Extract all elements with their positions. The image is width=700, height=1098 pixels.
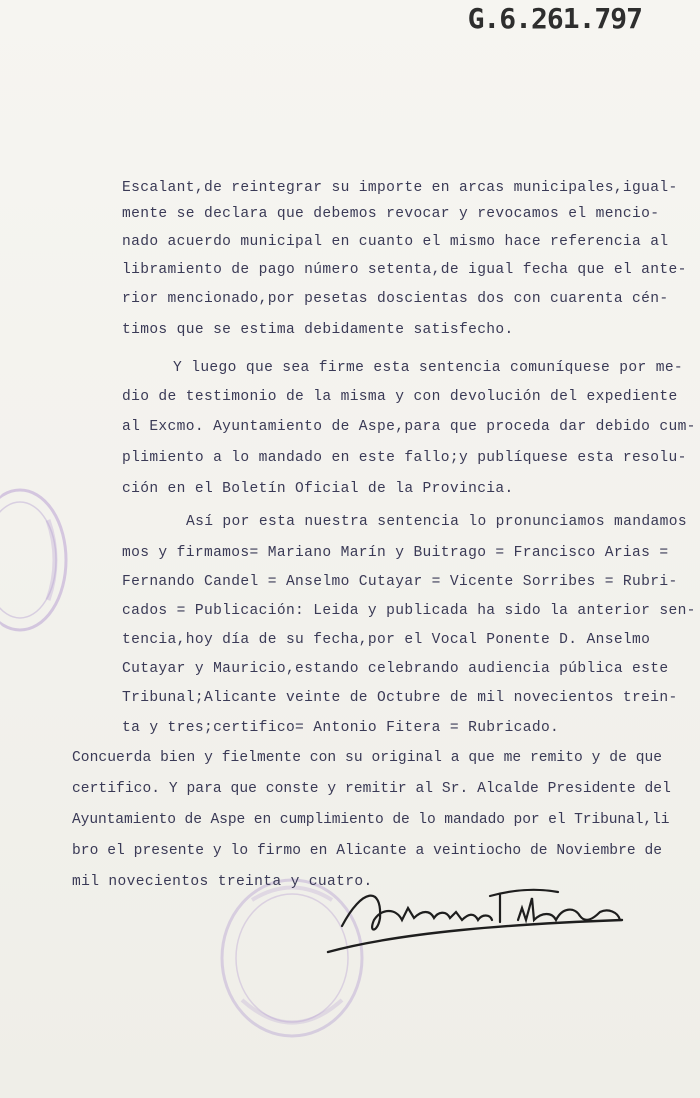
body-line: dio de testimonio de la misma y con devolución del expediente	[122, 389, 678, 405]
body-line: plimiento a lo mandado en este fallo;y publíquese esta resolu-	[122, 450, 687, 466]
body-line: cados = Publicación: Leida y publicada ha sido la anterior sen-	[122, 603, 696, 619]
body-line: al Excmo. Ayuntamiento de Aspe,para que proceda dar debido cum-	[122, 419, 696, 435]
body-line: nado acuerdo municipal en cuanto el mismo hace referencia al	[122, 234, 669, 250]
body-line: mil novecientos treinta y cuatro.	[72, 874, 373, 890]
body-line: Escalant,de reintegrar su importe en arcas municipales,igual-	[122, 180, 678, 196]
body-line: ta y tres;certifico= Antonio Fitera = Rubricado.	[122, 720, 560, 736]
serial-number: G.6.261.797	[467, 2, 642, 35]
body-line: rior mencionado,por pesetas doscientas dos con cuarenta cén-	[122, 291, 669, 307]
body-line: mos y firmamos= Mariano Marín y Buitrago = Francisco Arias =	[122, 545, 669, 561]
body-line: Tribunal;Alicante veinte de Octubre de mil novecientos trein-	[122, 690, 678, 706]
handwritten-signature	[322, 868, 642, 968]
left-seal-stamp	[0, 480, 88, 640]
body-line: ción en el Boletín Oficial de la Provincia.	[122, 481, 514, 497]
body-line: libramiento de pago número setenta,de igual fecha que el ante-	[122, 262, 687, 278]
body-line: Cutayar y Mauricio,estando celebrando audiencia pública este	[122, 661, 669, 677]
body-line: Fernando Candel = Anselmo Cutayar = Vicente Sorribes = Rubri-	[122, 574, 678, 590]
body-line: Así por esta nuestra sentencia lo pronunciamos mandamos	[186, 514, 687, 530]
body-line: tencia,hoy día de su fecha,por el Vocal Ponente D. Anselmo	[122, 632, 651, 648]
body-line: Concuerda bien y fielmente con su original a que me remito y de que	[72, 750, 663, 766]
body-line: mente se declara que debemos revocar y revocamos el mencio-	[122, 206, 660, 222]
body-line: timos que se estima debidamente satisfecho.	[122, 322, 514, 338]
body-line: certifico. Y para que conste y remitir al Sr. Alcalde Presidente del	[72, 781, 671, 797]
body-line: Ayuntamiento de Aspe en cumplimiento de lo mandado por el Tribunal,li	[72, 812, 670, 828]
body-line: Y luego que sea firme esta sentencia comuníquese por me-	[173, 360, 684, 376]
body-line: bro el presente y lo firmo en Alicante a veintiocho de Noviembre de	[72, 843, 663, 859]
